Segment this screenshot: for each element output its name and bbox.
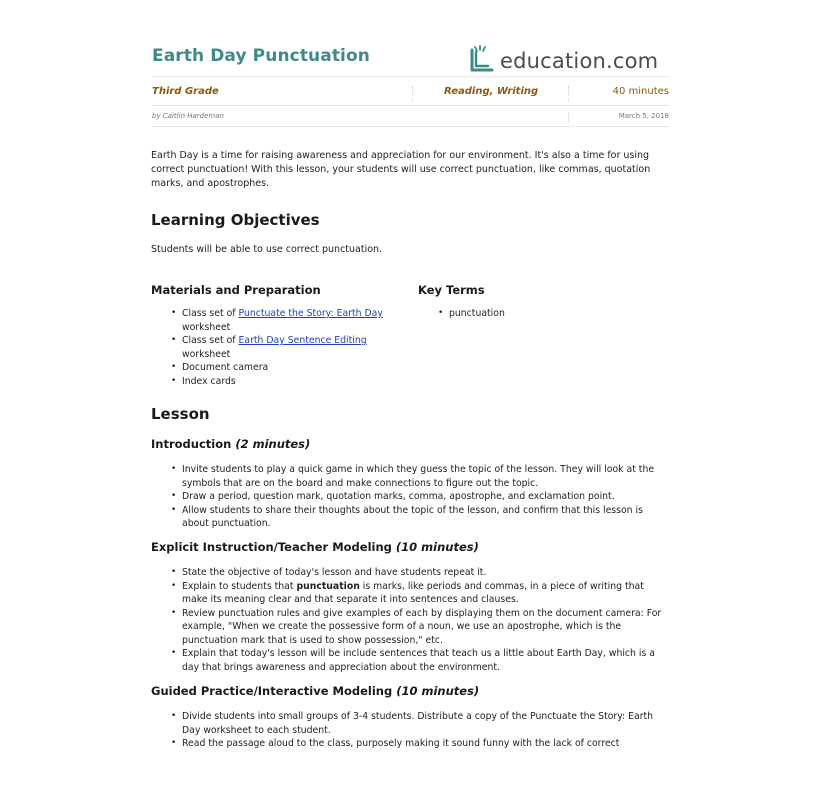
list-item: • Read the passage aloud to the class, purposely making it sound funny with the lack of correct <box>171 737 671 751</box>
grade-label: Third Grade <box>152 86 219 97</box>
materials-list <box>171 307 386 388</box>
list-item: • Index cards <box>171 375 386 389</box>
section-title: Introduction <box>151 437 232 451</box>
section-time: (10 minutes) <box>396 684 480 698</box>
section-title: Explicit Instruction/Teacher Modeling <box>151 540 392 554</box>
list-item: • punctuation <box>438 307 638 321</box>
duration-label: 40 minutes <box>612 86 669 97</box>
list-item: • Divide students into small groups of 3-4 students. Distribute a copy of the Punctuate the Story: Earth Day worksheet to each student. <box>171 710 671 737</box>
explicit-instruction-list <box>171 566 671 674</box>
header-divider-mid <box>152 105 669 106</box>
list-item: • Explain that today's lesson will be include sentences that teach us a little about Earth Day, which is a day that brings awareness and appreciation about the environment. <box>171 647 671 674</box>
material-suffix: worksheet <box>182 321 231 333</box>
lesson-meta-row <box>152 86 669 102</box>
meta-separator <box>568 86 569 102</box>
logo-tld-text: .com <box>606 49 659 73</box>
book-sparkle-icon <box>466 42 498 74</box>
guided-practice-heading <box>151 684 479 698</box>
key-terms-heading: Key Terms <box>418 283 485 297</box>
worksheet-link-punctuate-story[interactable]: Punctuate the Story: Earth Day <box>238 308 383 319</box>
list-item <box>171 580 671 607</box>
intro-paragraph: Earth Day is a time for raising awareness and appreciation for our environment. It's also a time for using correct punctuation! With this lesson, your students will use correct punctuation, like commas, quotation marks, and apostrophes. <box>151 150 651 189</box>
objectives-text: Students will be able to use correct punctuation. <box>151 244 383 255</box>
list-item: • Review punctuation rules and give examples of each by displaying them on the document camera: For example, "When we create the possessive form of a noun, we use an apostrophe, which is the punctuation mark that is used to show possession," etc. <box>171 607 671 648</box>
header-divider-top <box>152 76 669 77</box>
subject-label: Reading, Writing <box>444 86 539 97</box>
publish-date: March 5, 2018 <box>618 112 669 120</box>
education-com-logo[interactable] <box>466 42 658 74</box>
page-title: Earth Day Punctuation <box>152 46 370 66</box>
worksheet-link-sentence-editing[interactable]: Earth Day Sentence Editing <box>238 335 367 346</box>
section-time: (2 minutes) <box>235 437 311 451</box>
introduction-list <box>171 463 671 531</box>
term-punctuation: punctuation <box>296 580 360 592</box>
list-item: • Document camera <box>171 361 386 375</box>
logo-wordmark <box>500 48 658 74</box>
lesson-heading: Lesson <box>151 405 210 423</box>
material-prefix: Class set of <box>182 335 239 346</box>
logo-main-text: education <box>500 49 607 73</box>
list-item: • State the objective of today's lesson and have students repeat it. <box>171 566 671 580</box>
meta-separator <box>412 86 413 102</box>
material-suffix: worksheet <box>182 348 231 360</box>
learning-objectives-heading: Learning Objectives <box>151 211 320 229</box>
key-terms-list <box>438 307 638 321</box>
guided-practice-list <box>171 710 671 751</box>
material-prefix: Class set of <box>182 308 239 319</box>
author-row <box>152 112 669 120</box>
list-item <box>171 334 386 361</box>
section-time: (10 minutes) <box>395 540 479 554</box>
list-item <box>171 307 386 334</box>
materials-heading: Materials and Preparation <box>151 283 321 297</box>
item-text: Explain to students that <box>182 580 297 592</box>
list-item: • Allow students to share their thoughts about the topic of the lesson, and confirm that this lesson is about punctuation. <box>171 504 671 531</box>
list-item: • Invite students to play a quick game in which they guess the topic of the lesson. They will look at the symbols that are on the board and make connections to figure out the topic. <box>171 463 671 490</box>
introduction-heading <box>151 437 310 451</box>
header-divider-bottom <box>152 126 669 127</box>
list-item: • Draw a period, question mark, quotation marks, comma, apostrophe, and exclamation point. <box>171 490 671 504</box>
author-name: by Caitlin Hardeman <box>152 112 224 120</box>
item-text: is marks, like periods and commas, in a piece of writing that make its meaning clear and that separate it into sentences and clauses. <box>182 580 644 605</box>
meta-separator <box>568 112 569 123</box>
section-title: Guided Practice/Interactive Modeling <box>151 684 393 698</box>
explicit-instruction-heading <box>151 540 479 554</box>
